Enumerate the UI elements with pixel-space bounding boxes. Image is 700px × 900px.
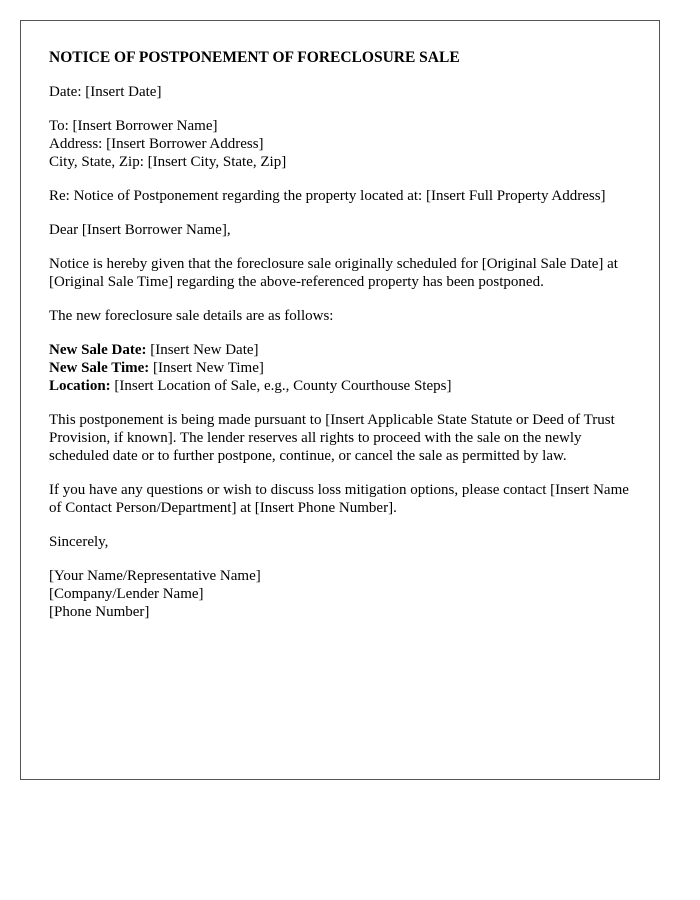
new-sale-time-label: New Sale Time: [49, 360, 150, 376]
signature-company: [Company/Lender Name] [49, 586, 204, 602]
new-sale-time-value: [Insert New Time] [149, 360, 264, 376]
signature-phone: [Phone Number] [49, 604, 150, 620]
location-line [49, 377, 631, 395]
sale-details-block [49, 341, 631, 395]
new-sale-date-label: New Sale Date: [49, 342, 147, 358]
letter-title: NOTICE OF POSTPONEMENT OF FORECLOSURE SALE [49, 49, 460, 66]
contact-paragraph: If you have any questions or wish to discuss loss mitigation options, please contact [Insert Name of Contact Person/Department] at [Insert Phone Number]. [49, 482, 629, 516]
new-sale-date-line [49, 341, 631, 359]
recipient-city-line: City, State, Zip: [Insert City, State, Zip] [49, 154, 287, 170]
notice-paragraph: Notice is hereby given that the foreclosure sale originally scheduled for [Original Sale Date] at [Original Sale Time] regarding the above-referenced property has been postponed. [49, 256, 618, 290]
new-sale-time-line [49, 359, 631, 377]
recipient-name-line: To: [Insert Borrower Name] [49, 118, 218, 134]
statute-paragraph: This postponement is being made pursuant to [Insert Applicable State Statute or Deed of Trust Provision, if known]. The lender reserves all rights to proceed with the sale on the newly scheduled date or to further postpone, continue, or cancel the sale as permitted by law. [49, 412, 615, 464]
recipient-block [49, 117, 631, 171]
re-line: Re: Notice of Postponement regarding the property located at: [Insert Full Property Address] [49, 188, 606, 204]
salutation: Dear [Insert Borrower Name], [49, 222, 231, 238]
new-sale-date-value: [Insert New Date] [146, 342, 259, 358]
signature-block [49, 567, 631, 621]
closing: Sincerely, [49, 534, 109, 550]
recipient-address-line: Address: [Insert Borrower Address] [49, 136, 264, 152]
location-label: Location: [49, 378, 111, 394]
date-line: Date: [Insert Date] [49, 84, 162, 100]
letter-page [20, 20, 660, 780]
new-details-intro: The new foreclosure sale details are as follows: [49, 308, 334, 324]
location-value: [Insert Location of Sale, e.g., County Courthouse Steps] [110, 378, 452, 394]
signature-name: [Your Name/Representative Name] [49, 568, 261, 584]
